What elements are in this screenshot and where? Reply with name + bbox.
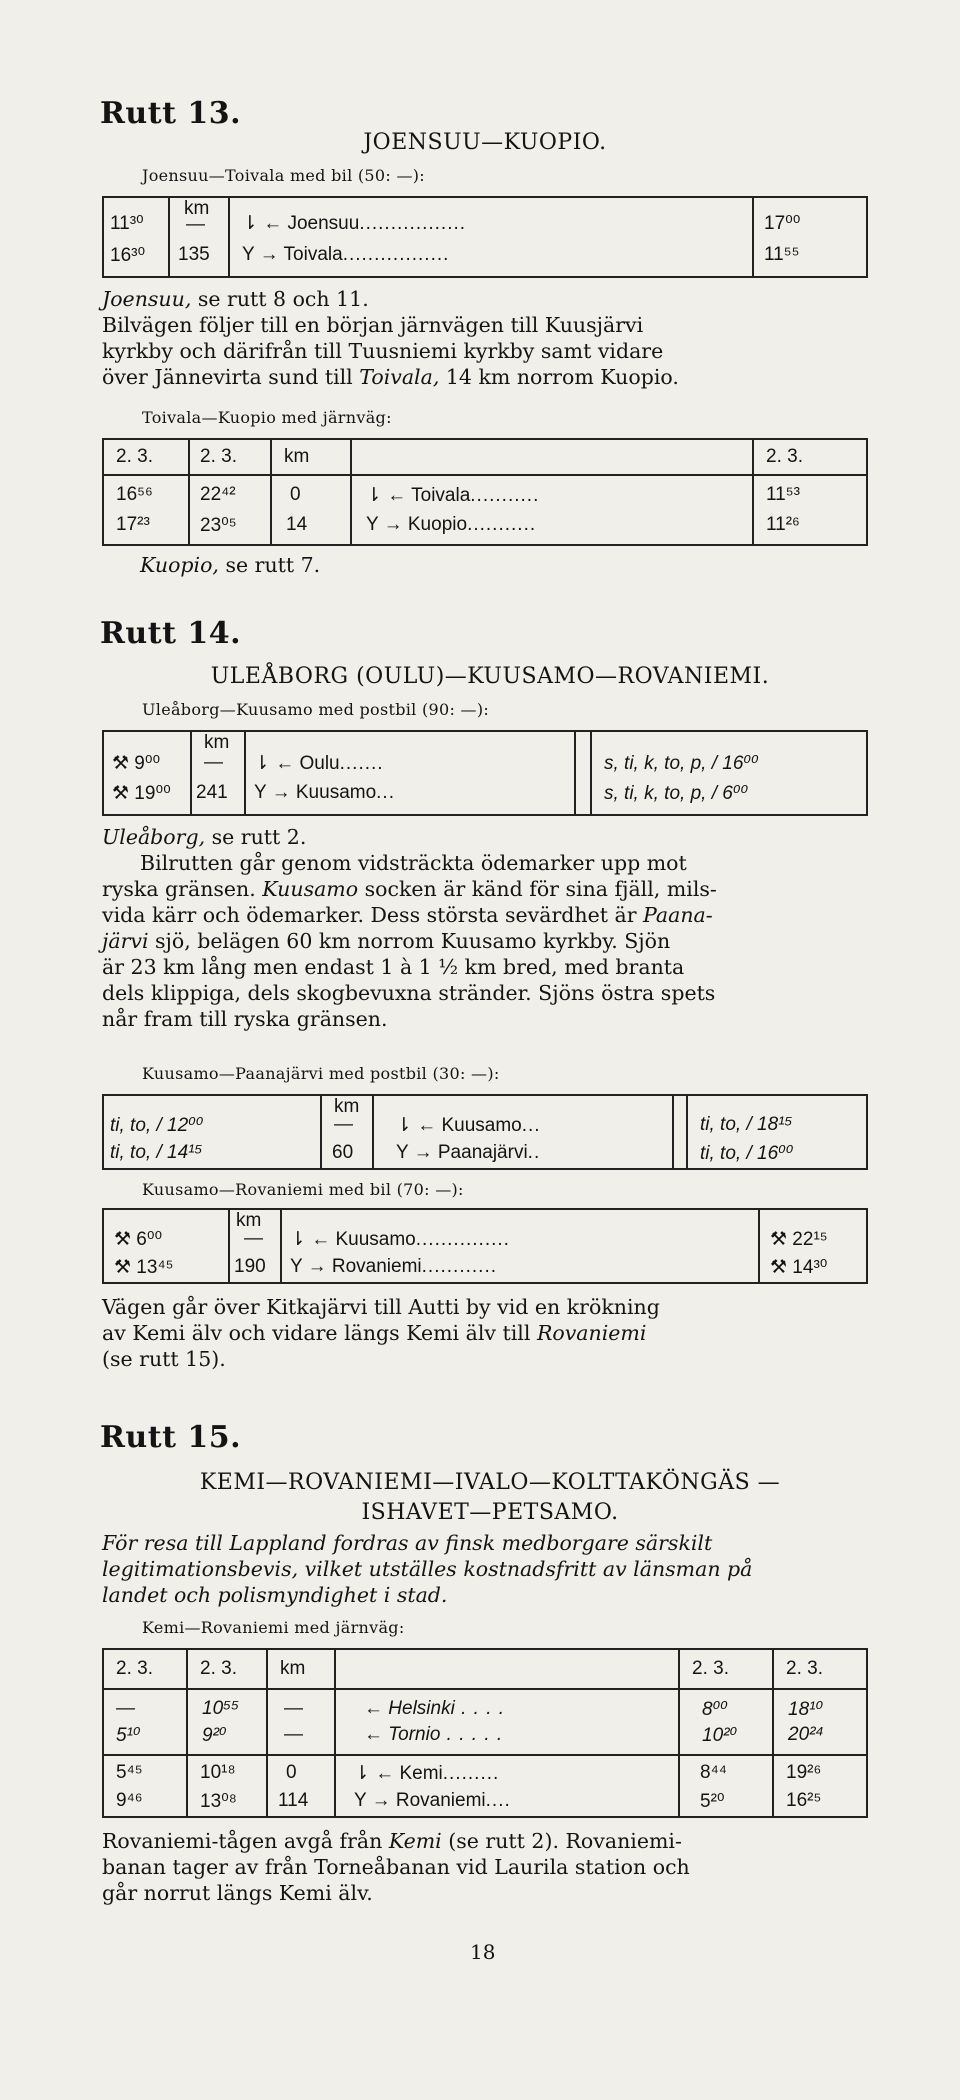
route-14-timetable-1: ⚒ 9⁰⁰ ⚒ 19⁰⁰ km — 241 ⇂ ← Oulu....... Y → Kuusamo... s, ti, k, to, p, / 16⁰⁰ s, ti, k, to, p, / 6⁰⁰	[102, 730, 868, 816]
route-13-title: JOENSUU—KUOPIO.	[363, 130, 607, 155]
route-14-heading: Rutt 14.	[100, 616, 242, 651]
route-15-title-2: ISHAVET—PETSAMO.	[361, 1500, 619, 1525]
route-14-text-2: Vägen går över Kitkajärvi till Autti by vid en krökning av Kemi älv och vidare längs Kemi älv till Rovaniemi (se rutt 15).	[102, 1295, 660, 1371]
route-13-text: Joensuu, se rutt 8 och 11. Bilvägen följer till en början järnvägen till Kuusjärvi kyrkby och därifrån till Tuusniemi kyrkby samt vidare över Jännevirta sund till Toivala, 14 km norrom Kuopio.	[102, 287, 679, 389]
route-15-timetable: 2. 3. 2. 3. km 2. 3. 2. 3. — 10⁵⁵ — ← Helsinki . . . . 8⁰⁰ 18¹⁰ 5¹⁰ 9²⁰ — ← Tornio . . . . . 10²⁰ 20²⁴ 5⁴⁵ 10¹⁸ 0 ⇂ ← Kemi......... 8⁴⁴ 19²⁶ 9⁴⁶ 13⁰⁸ 114 Y → Rovaniemi.... 5²⁰ 16²⁵	[102, 1648, 868, 1818]
station-row: ⇂ ← Joensuu.................	[242, 213, 467, 234]
route-15-subtitle: Kemi—Rovaniemi med järnväg:	[142, 1618, 405, 1637]
route-14-subtitle-2: Kuusamo—Paanajärvi med postbil (30: —):	[142, 1064, 500, 1083]
page-number: 18	[470, 1940, 496, 1964]
route-13-timetable-2: 2. 3. 2. 3. km 2. 3. 16⁵⁶ 22⁴² 0 ⇂ ← Toivala........... 11⁵³ 17²³ 23⁰⁵ 14 Y → Kuopio........... 11²⁶	[102, 438, 868, 546]
route-13-subtitle: Joensuu—Toivala med bil (50: —):	[142, 166, 425, 185]
route-14-text: Uleåborg, se rutt 2. Bilrutten går genom vidsträckta ödemarker upp mot ryska gränsen. Kuusamo socken är känd för sina fjäll, mils- vida kärr och ödemarker. Dess största sevärdhet är Paana- järvi sjö, belägen 60 km norrom Kuusamo kyrkby. Sjön är 23 km lång men endast 1 à 1 ½ km bred, med branta dels klippiga, dels skogbevuxna stränder. Sjöns östra spets når fram till ryska gränsen.	[102, 825, 717, 1031]
route-14-timetable-2: ti, to, / 12⁰⁰ ti, to, / 14¹⁵ km — 60 ⇂ ← Kuusamo... Y → Paanajärvi.. ti, to, / 18¹⁵ ti, to, / 16⁰⁰	[102, 1094, 868, 1170]
route-13-timetable-1: 11³⁰ 16³⁰ km — 135 ⇂ ← Joensuu................. Y → Toivala................. 17⁰⁰ 11⁵⁵	[102, 196, 868, 278]
route-14-subtitle: Uleåborg—Kuusamo med postbil (90: —):	[142, 700, 490, 719]
route-13-heading: Rutt 13.	[100, 96, 242, 131]
route-15-text: Rovaniemi-tågen avgå från Kemi (se rutt 2). Rovaniemi- banan tager av från Torneåbanan vid Laurila station och går norrut längs Kemi älv.	[102, 1829, 690, 1905]
route-15-note: För resa till Lappland fordras av finsk medborgare särskilt legitimationsbevis, vilket utställes kostnadsfritt av länsman på landet och polismyndighet i stad.	[102, 1531, 753, 1607]
station-row: Y → Toivala.................	[242, 244, 450, 265]
route-15-title-1: KEMI—ROVANIEMI—IVALO—KOLTTAKÖNGÄS —	[199, 1470, 781, 1495]
route-15-heading: Rutt 15.	[100, 1420, 242, 1455]
route-14-subtitle-3: Kuusamo—Rovaniemi med bil (70: —):	[142, 1180, 464, 1199]
route-13-subtitle-2: Toivala—Kuopio med järnväg:	[142, 408, 392, 427]
route-13-note: Kuopio, se rutt 7.	[140, 553, 321, 577]
route-14-title: ULEÅBORG (OULU)—KUUSAMO—ROVANIEMI.	[210, 664, 770, 689]
route-14-timetable-3: ⚒ 6⁰⁰ ⚒ 13⁴⁵ km — 190 ⇂ ← Kuusamo............... Y → Rovaniemi............ ⚒ 22¹⁵ ⚒ 14³⁰	[102, 1208, 868, 1284]
